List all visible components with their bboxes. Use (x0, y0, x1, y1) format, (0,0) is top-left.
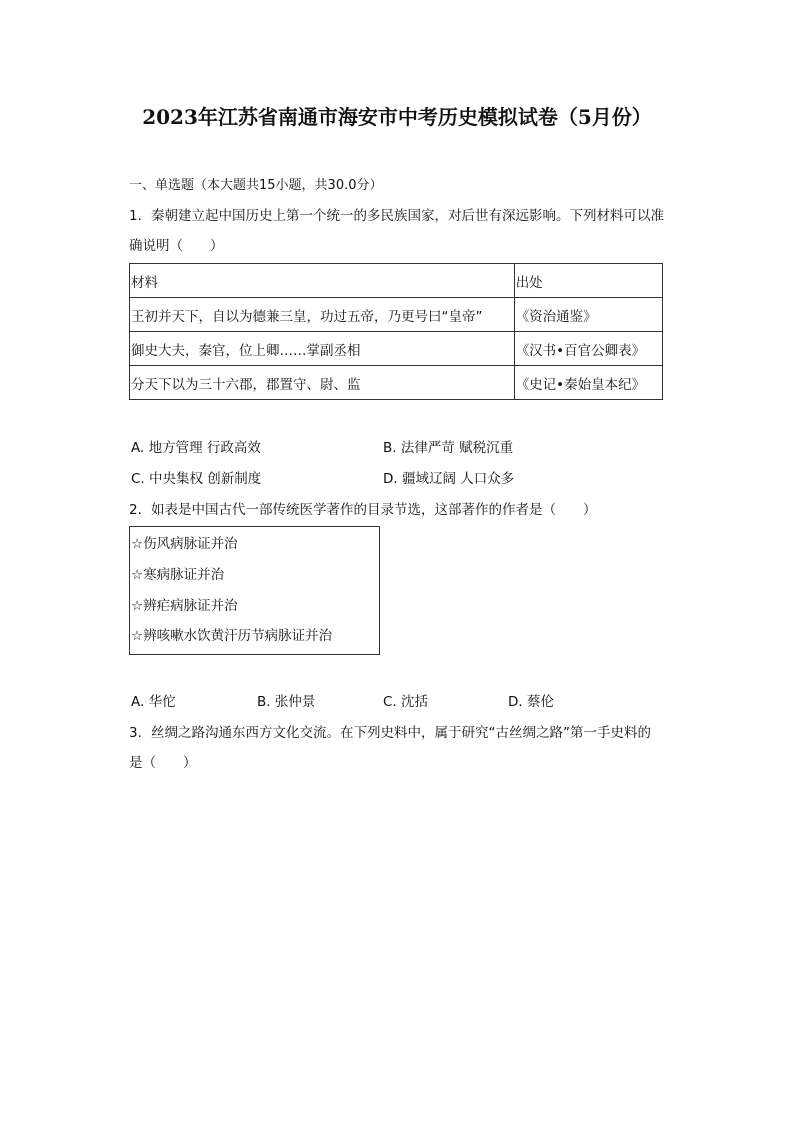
list-item: ☆伤风病脉证并治 (131, 536, 238, 552)
q1-stem-text: 秦朝建立起中国历史上第一个统一的多民族国家，对后世有深远影响。下列材料可以准 (151, 208, 664, 224)
q1-option-c: C. 中央集权 创新制度 (131, 471, 262, 487)
q3-stem-text: 丝绸之路沟通东西方文化交流。在下列史料中，属于研究“古丝绸之路”第一手史料的 (151, 725, 651, 741)
table-header-source: 出处 (514, 264, 662, 298)
list-item: ☆寒病脉证并治 (131, 567, 225, 583)
q2-contents-box (129, 526, 380, 655)
table-cell-material: 王初并天下，自以为德兼三皇，功过五帝，乃更号曰“皇帝” (130, 298, 515, 332)
q1-stem-line1 (129, 206, 664, 226)
q1-number: 1. (129, 208, 142, 224)
q2-option-c: C. 沈括 (383, 694, 429, 710)
table-row (130, 298, 663, 332)
q2-option-d: D. 蔡伦 (508, 694, 554, 710)
table-row (130, 332, 663, 366)
q2-stem (129, 500, 597, 520)
table-cell-source: 《汉书•百官公卿表》 (514, 332, 662, 366)
q3-stem-line1 (129, 723, 651, 743)
q1-option-d: D. 疆域辽阔 人口众多 (383, 471, 515, 487)
table-row (130, 366, 663, 400)
table-cell-material: 御史大夫，秦官，位上卿……掌副丞相 (130, 332, 515, 366)
table-header-material: 材料 (130, 264, 515, 298)
table-header-row (130, 264, 663, 298)
q2-option-a: A. 华佗 (131, 694, 176, 710)
q3-stem-line2: 是（ ） (129, 755, 197, 771)
list-item: ☆辨疟病脉证并治 (131, 598, 238, 614)
q1-table (129, 263, 663, 400)
table-cell-material: 分天下以为三十六郡，郡置守、尉、监 (130, 366, 515, 400)
list-item: ☆辨咳嗽水饮黄汗历节病脉证并治 (131, 628, 333, 644)
q3-number: 3. (129, 725, 142, 741)
q1-option-b: B. 法律严苛 赋税沉重 (383, 440, 514, 456)
section-heading: 一、单选题（本大题共15小题，共30.0分） (129, 178, 383, 193)
table-cell-source: 《资治通鉴》 (514, 298, 662, 332)
q2-number: 2. (129, 502, 142, 518)
table-cell-source: 《史记•秦始皇本纪》 (514, 366, 662, 400)
q2-stem-text: 如表是中国古代一部传统医学著作的目录节选，这部著作的作者是（ ） (151, 502, 597, 518)
q2-option-b: B. 张仲景 (257, 694, 316, 710)
page-title: 2023年江苏省南通市海安市中考历史模拟试卷（5月份） (142, 105, 652, 129)
q1-stem-line2: 确说明（ ） (129, 238, 224, 254)
q1-option-a: A. 地方管理 行政高效 (131, 440, 261, 456)
